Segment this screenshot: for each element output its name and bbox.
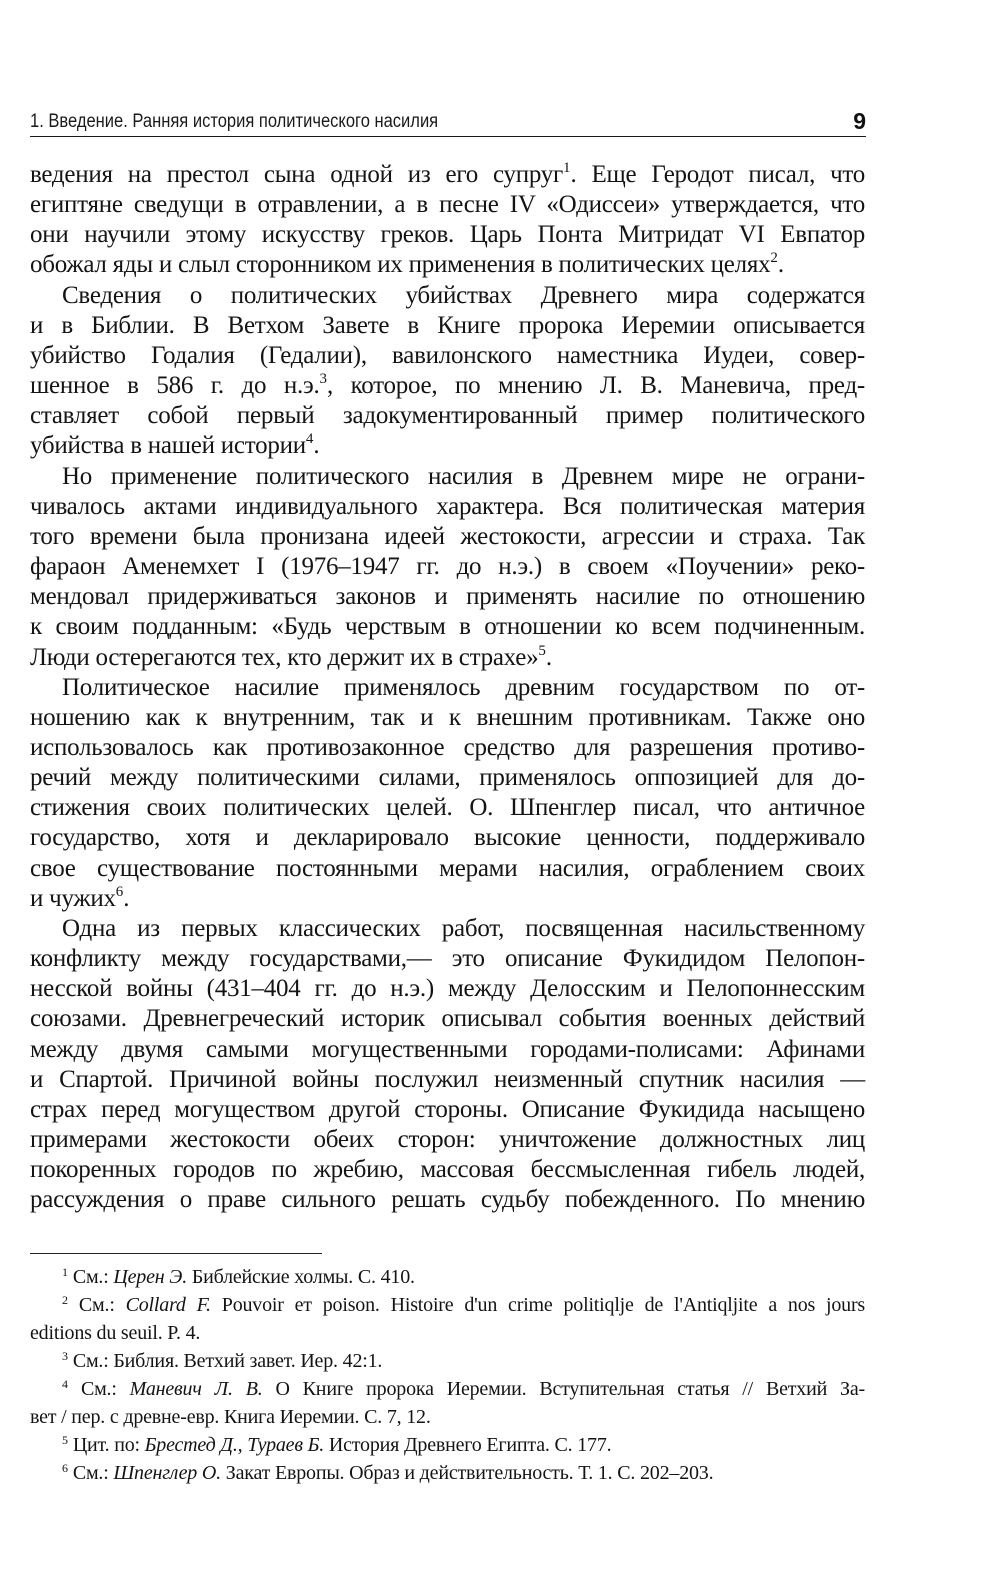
line-text: . — [123, 884, 130, 912]
line-text: , которое, по мнению Л. В. Маневича, пред- — [326, 372, 865, 400]
text-line: Одна из первых классических работ, посвященная насильственному — [62, 914, 865, 942]
paragraph — [30, 462, 865, 673]
text-line — [30, 250, 865, 280]
footnote — [30, 1459, 865, 1487]
line-text: шенное в 586 г. до н.э. — [30, 372, 320, 400]
page-number: 9 — [853, 108, 866, 134]
text-line: мендовал придерживаться законов и применять насилие по отношению — [30, 583, 865, 611]
footnote-text: Библейские холмы. С. 410. — [191, 1266, 415, 1288]
footnote-prefix: См.: — [72, 1266, 109, 1288]
footnote-text: Библия. Ветхий завет. Иер. 42:1. — [113, 1350, 383, 1372]
footnote-continuation: вет / пер. с древне-евр. Книга Иеремии. С. 7, 12. — [30, 1406, 431, 1428]
footnote-ref: 3 — [319, 371, 327, 388]
footnote-text: Pouvoir ет poison. Histoire d'un crime politiqlje de l'Antiqljite a nos jours — [221, 1294, 865, 1316]
footnote-number: 2 — [62, 1293, 68, 1307]
footnote-ref: 6 — [115, 883, 124, 900]
text-line: конфликту между государствами,— это описание Фукидидом Пелопон- — [30, 945, 865, 973]
paragraph — [30, 281, 865, 462]
footnote-ref: 2 — [770, 250, 778, 267]
text-line: речий между политическими силами, применялось оппозицией для до- — [30, 764, 865, 792]
footnote-line — [30, 1431, 865, 1459]
text-line: использовалось как противозаконное средство для разрешения противо- — [30, 733, 865, 761]
footnote-number: 1 — [62, 1265, 68, 1279]
footnote-prefix: Цит. по: — [72, 1434, 140, 1456]
text-line: ставляет собой первый задокументированный пример политического — [30, 402, 865, 430]
footnote — [30, 1347, 865, 1375]
footnote — [30, 1291, 865, 1347]
footnote — [30, 1263, 865, 1291]
text-line: стижения своих политических целей. О. Шпенглер писал, что античное — [30, 794, 865, 822]
footnote-number: 3 — [62, 1349, 68, 1363]
line-text: обожал яды и слыл сторонником их применения в политических целях — [30, 251, 771, 279]
footnote-prefix: См.: — [78, 1294, 115, 1316]
text-line: египтяне сведущи в отравлении, а в песне IV «Одиссеи» утверждается, что — [30, 191, 865, 219]
footnotes — [30, 1263, 865, 1487]
footnote-line — [30, 1375, 865, 1403]
text-line: того времени была пронизана идеей жестокости, агрессии и страха. Так — [30, 522, 865, 550]
footnote-continuation: editions du seuil. P. 4. — [30, 1322, 201, 1344]
line-text: . — [777, 251, 784, 279]
paragraph — [30, 160, 865, 281]
text-line — [30, 643, 865, 673]
text-line: примерами жестокости обеих сторон: уничтожение должностных лиц — [30, 1126, 865, 1153]
footnote-text: О Книге пророка Иеремии. Вступительная статья // Ветхий За- — [275, 1378, 866, 1400]
footnote — [30, 1431, 865, 1459]
text-line: чивалось актами индивидуального характера. Вся политическая материя — [30, 492, 865, 520]
text-line — [30, 431, 865, 461]
footnote-author: Collard F. — [125, 1294, 211, 1316]
footnote-line — [30, 1263, 865, 1291]
text-line: к своим подданным: «Будь черствым в отношении ко всем подчиненным. — [30, 613, 865, 641]
text-line: союзами. Древнегреческий историк описывал события военных действий — [30, 1005, 865, 1033]
footnote-prefix: См.: — [72, 1350, 109, 1372]
footnote-text: Закат Европы. Образ и действительность. Т. 1. С. 202–203. — [225, 1462, 714, 1484]
text-line: и Спартой. Причиной войны послужил неизменный спутник насилия — — [30, 1065, 865, 1093]
text-line: между двумя самыми могущественными городами-полисами: Афинами — [30, 1035, 865, 1063]
footnote-prefix: См.: — [80, 1378, 117, 1400]
footnote-author: Церен Э. — [113, 1266, 188, 1288]
footnote-number: 6 — [62, 1461, 68, 1475]
text-line — [30, 371, 865, 401]
line-text: . — [313, 432, 320, 460]
text-line: фараон Аменемхет I (1976–1947 гг. до н.э.) в своем «Поучении» реко- — [30, 553, 865, 581]
text-line: они научили этому искусству греков. Царь Понта Митридат VI Евпатор — [30, 221, 865, 249]
footnote-ref: 1 — [563, 160, 571, 176]
footnote-line — [30, 1459, 865, 1487]
line-text: и чужих — [30, 884, 116, 912]
text-line: покоренных городов по жребию, массовая бессмысленная гибель людей, — [30, 1156, 865, 1184]
header-rule — [30, 136, 866, 137]
text-line: ношению как к внутренним, так и к внешним противникам. Также оно — [30, 703, 865, 731]
footnote-author: Брестед Д., Тураев Б. — [144, 1434, 325, 1456]
footnote-ref: 5 — [538, 642, 546, 659]
footnote-prefix: См.: — [72, 1462, 109, 1484]
footnote-author: Маневич Л. В. — [129, 1378, 263, 1400]
footnote-line — [30, 1347, 865, 1375]
paragraph — [30, 914, 865, 1216]
text-line — [30, 884, 865, 914]
text-line: несской войны (431–404 гг. до н.э.) между Делосским и Пелопоннесским — [30, 975, 865, 1003]
text-line: страх перед могуществом другой стороны. Описание Фукидида насыщено — [30, 1095, 865, 1123]
footnote-number: 5 — [62, 1433, 68, 1447]
footnote-number: 4 — [62, 1377, 68, 1391]
line-text: . — [545, 643, 552, 671]
line-text: . Еще Геродот писал, что — [570, 161, 865, 188]
footnote-ref: 4 — [305, 431, 314, 448]
text-line: свое существование постоянными мерами насилия, ограблением своих — [30, 854, 865, 882]
line-text: убийства в нашей истории — [30, 432, 306, 460]
paragraph — [30, 673, 865, 914]
footnote-separator — [30, 1253, 322, 1254]
body-text — [30, 160, 865, 1215]
footnote-text: История Древнего Египта. С. 177. — [328, 1434, 612, 1456]
text-line — [30, 160, 865, 190]
text-line: убийство Годалия (Гедалии), вавилонского наместника Иудеи, совер- — [30, 341, 865, 369]
text-line: Политическое насилие применялось древним государством по от- — [62, 673, 865, 701]
line-text: ведения на престол сына одной из его супруг — [30, 161, 564, 188]
text-line: рассуждения о праве сильного решать судьбу побежденного. По мнению — [30, 1186, 865, 1214]
running-header-title: 1. Введение. Ранняя история политического насилия — [30, 111, 439, 132]
text-line: государство, хотя и декларировало высокие ценности, поддерживало — [30, 824, 865, 852]
text-line: и в Библии. В Ветхом Завете в Книге пророка Иеремии описывается — [30, 311, 865, 339]
footnote — [30, 1375, 865, 1431]
text-line: Сведения о политических убийствах Древнего мира содержатся — [62, 281, 865, 309]
text-line: Но применение политического насилия в Древнем мире не ограни- — [62, 462, 865, 490]
footnote-line — [30, 1291, 865, 1319]
line-text: Люди остерегаются тех, кто держит их в страхе» — [30, 643, 539, 671]
footnote-author: Шпенглер О. — [113, 1462, 221, 1484]
